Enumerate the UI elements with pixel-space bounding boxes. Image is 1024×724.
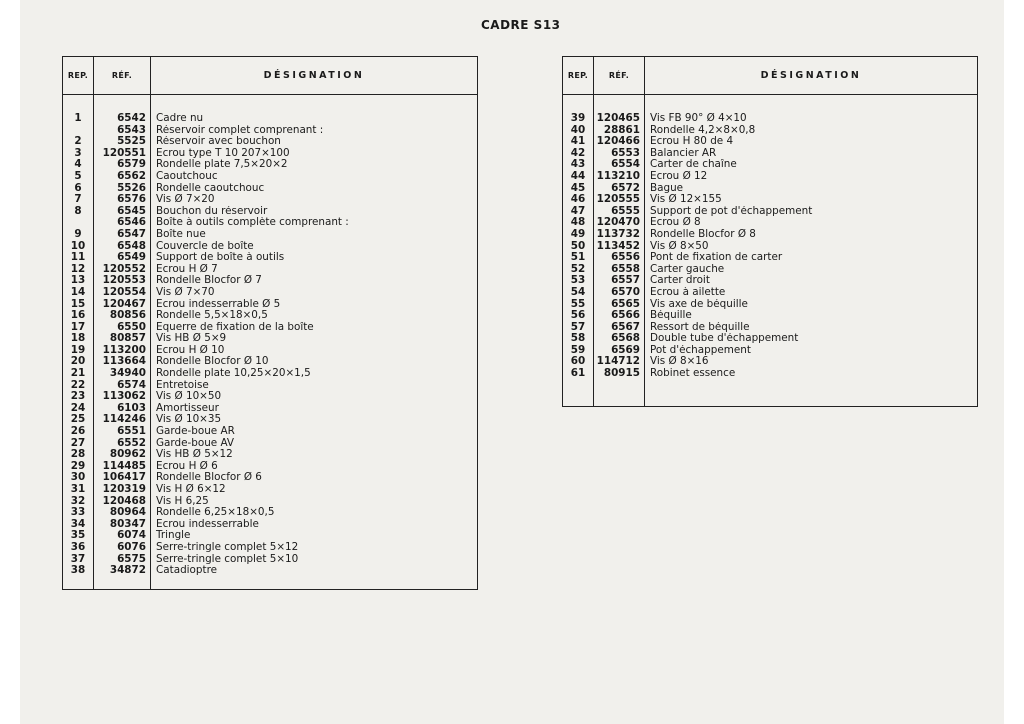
designation-cell: Pot d'échappement [650, 344, 751, 356]
designation-cell: Support de pot d'échappement [650, 205, 813, 217]
designation-cell: Support de boîte à outils [156, 252, 285, 264]
designation-cell: Rondelle Blocfor Ø 8 [650, 228, 756, 240]
rep-cell: 50 [563, 241, 594, 253]
ref-cell: 5526 [94, 183, 151, 195]
table-row [563, 310, 978, 322]
table-row [63, 507, 478, 519]
designation-cell: Béquille [650, 310, 692, 322]
table-row [563, 264, 978, 276]
table-row [63, 171, 478, 183]
designation-cell: Ecrou Ø 8 [650, 217, 701, 229]
table-row [63, 519, 478, 531]
table-row [63, 322, 478, 334]
ref-cell: 113210 [594, 171, 645, 183]
designation-cell: Garde-boue AV [156, 437, 235, 449]
designation-cell: Boîte nue [156, 228, 206, 240]
ref-cell: 80857 [94, 333, 151, 345]
table-row [563, 287, 978, 299]
ref-cell: 80856 [94, 310, 151, 322]
rep-cell: 18 [63, 333, 94, 345]
header-ref: RÉF. [94, 57, 151, 95]
ref-cell: 6570 [594, 287, 645, 299]
table-row [63, 345, 478, 357]
ref-cell: 34940 [94, 368, 151, 380]
rep-cell: 29 [63, 461, 94, 473]
table-row [63, 403, 478, 415]
designation-cell: Equerre de fixation de la boîte [156, 321, 314, 333]
table-row [63, 148, 478, 160]
designation-cell: Vis Ø 7×20 [156, 194, 215, 206]
table-row [63, 496, 478, 508]
designation-cell: Ressort de béquille [650, 321, 750, 333]
rep-cell [63, 217, 94, 229]
ref-cell: 6546 [94, 217, 151, 229]
designation-cell: Rondelle 6,25×18×0,5 [156, 507, 275, 519]
table-row [63, 287, 478, 299]
designation-cell: Réservoir complet comprenant : [156, 124, 324, 136]
rep-cell: 21 [63, 368, 94, 380]
designation-cell: Balancier AR [650, 147, 717, 159]
rep-cell: 55 [563, 299, 594, 311]
designation-cell: Vis Ø 8×16 [650, 356, 709, 368]
ref-cell: 6562 [94, 171, 151, 183]
ref-cell: 6548 [94, 241, 151, 253]
rep-cell: 33 [63, 507, 94, 519]
table-row [63, 264, 478, 276]
ref-cell: 6569 [594, 345, 645, 357]
ref-cell: 113664 [94, 356, 151, 368]
rep-cell: 22 [63, 380, 94, 392]
ref-cell: 6574 [94, 380, 151, 392]
ref-cell: 6558 [594, 264, 645, 276]
table-row [563, 194, 978, 206]
rep-cell: 44 [563, 171, 594, 183]
rep-cell: 59 [563, 345, 594, 357]
ref-cell: 6557 [594, 275, 645, 287]
rep-cell: 61 [563, 368, 594, 380]
rep-cell: 35 [63, 530, 94, 542]
designation-cell: Ecrou à ailette [650, 286, 726, 298]
designation-cell: Catadioptre [156, 565, 218, 577]
ref-cell: 6550 [94, 322, 151, 334]
ref-cell: 113062 [94, 391, 151, 403]
page-title: CADRE S13 [481, 18, 561, 32]
ref-cell: 114246 [94, 414, 151, 426]
rep-cell: 6 [63, 183, 94, 195]
table-row [563, 206, 978, 218]
rep-cell: 1 [63, 113, 94, 125]
designation-cell: Ecrou H Ø 7 [156, 263, 218, 275]
table-row [63, 206, 478, 218]
ref-cell: 6555 [594, 206, 645, 218]
designation-cell: Carter gauche [650, 263, 725, 275]
table-row [63, 113, 478, 125]
table-header-row [63, 57, 478, 95]
rep-cell: 58 [563, 333, 594, 345]
spacer-row [563, 380, 978, 407]
rep-cell: 38 [63, 565, 94, 577]
table-row [563, 356, 978, 368]
table-row [563, 125, 978, 137]
designation-cell: Vis H Ø 6×12 [156, 484, 226, 495]
rep-cell: 57 [563, 322, 594, 334]
table-row [63, 380, 478, 392]
parts-table-right [562, 56, 978, 407]
designation-cell: Amortisseur [156, 402, 219, 414]
header-ref: RÉF. [594, 57, 645, 95]
table-row [63, 310, 478, 322]
rep-cell: 31 [63, 484, 94, 496]
rep-cell: 32 [63, 496, 94, 508]
table-row [63, 426, 478, 438]
table-row [563, 368, 978, 380]
spacer-row [63, 95, 478, 114]
rep-cell: 17 [63, 322, 94, 334]
table-row [563, 275, 978, 287]
ref-cell: 120470 [594, 217, 645, 229]
table-row [63, 356, 478, 368]
ref-cell: 28861 [594, 125, 645, 137]
ref-cell: 6566 [594, 310, 645, 322]
designation-cell: Garde-boue AR [156, 426, 235, 438]
ref-cell: 34872 [94, 565, 151, 577]
table-row [563, 252, 978, 264]
table-row [563, 333, 978, 345]
ref-cell: 6547 [94, 229, 151, 241]
rep-cell: 45 [563, 183, 594, 195]
designation-cell: Ecrou type T 10 207×100 [156, 147, 290, 159]
designation-cell: Ecrou H 80 de 4 [650, 136, 734, 148]
designation-cell: Ecrou H Ø 10 [156, 344, 225, 356]
designation-cell: Rondelle caoutchouc [156, 182, 265, 194]
rep-cell: 9 [63, 229, 94, 241]
table-row [63, 159, 478, 171]
designation-cell: Ecrou Ø 12 [650, 170, 708, 182]
rep-cell: 48 [563, 217, 594, 229]
header-designation: DÉSIGNATION [151, 57, 478, 95]
designation-cell: Serre-tringle complet 5×12 [156, 541, 299, 553]
designation-cell: Ecrou indesserrable [156, 518, 259, 530]
rep-cell: 52 [563, 264, 594, 276]
rep-cell: 20 [63, 356, 94, 368]
table-row [563, 159, 978, 171]
rep-cell: 36 [63, 542, 94, 554]
designation-cell: Caoutchouc [156, 170, 218, 182]
designation-cell: Rondelle Blocfor Ø 7 [156, 275, 262, 287]
designation-cell: Rondelle Blocfor Ø 6 [156, 472, 262, 484]
header-rep: REP. [563, 57, 594, 95]
designation-cell: Rondelle plate 10,25×20×1,5 [156, 368, 311, 380]
designation-cell: Carter droit [650, 275, 710, 287]
ref-cell: 6074 [94, 530, 151, 542]
table-row [63, 461, 478, 473]
spacer-row [63, 577, 478, 590]
ref-cell: 6543 [94, 125, 151, 137]
designation-cell: Rondelle plate 7,5×20×2 [156, 159, 288, 171]
rep-cell: 3 [63, 148, 94, 160]
table-row [63, 484, 478, 496]
table-row [63, 530, 478, 542]
designation-cell: Bague [650, 182, 684, 194]
rep-cell: 19 [63, 345, 94, 357]
ref-cell: 114712 [594, 356, 645, 368]
rep-cell: 27 [63, 438, 94, 450]
ref-cell: 6103 [94, 403, 151, 415]
table-row [63, 194, 478, 206]
ref-cell: 6553 [594, 148, 645, 160]
ref-cell: 6549 [94, 252, 151, 264]
designation-cell: Vis Ø 7×70 [156, 286, 215, 298]
rep-cell: 30 [63, 472, 94, 484]
table-row [563, 113, 978, 125]
rep-cell: 12 [63, 264, 94, 276]
designation-cell: Cadre nu [156, 113, 204, 124]
designation-cell: Vis Ø 10×35 [156, 414, 222, 426]
ref-cell: 5525 [94, 136, 151, 148]
table-row [63, 414, 478, 426]
ref-cell: 113200 [94, 345, 151, 357]
designation-cell: Vis Ø 8×50 [650, 240, 709, 252]
rep-cell: 28 [63, 449, 94, 461]
ref-cell: 80962 [94, 449, 151, 461]
table-row [63, 391, 478, 403]
designation-cell: Entretoise [156, 379, 209, 391]
table-row [563, 299, 978, 311]
ref-cell: 80915 [594, 368, 645, 380]
rep-cell: 40 [563, 125, 594, 137]
rep-cell: 25 [63, 414, 94, 426]
ref-cell: 120554 [94, 287, 151, 299]
designation-cell: Rondelle 5,5×18×0,5 [156, 310, 268, 322]
designation-cell: Vis axe de béquille [650, 298, 748, 310]
table-row [63, 368, 478, 380]
ref-cell: 113732 [594, 229, 645, 241]
rep-cell [63, 125, 94, 137]
table-row [563, 217, 978, 229]
ref-cell: 80964 [94, 507, 151, 519]
rep-cell: 47 [563, 206, 594, 218]
table-row [63, 125, 478, 137]
ref-cell: 114485 [94, 461, 151, 473]
table-row [63, 275, 478, 287]
designation-cell: Vis Ø 10×50 [156, 391, 222, 403]
rep-cell: 14 [63, 287, 94, 299]
ref-cell: 6565 [594, 299, 645, 311]
rep-cell: 26 [63, 426, 94, 438]
table-row [63, 252, 478, 264]
rep-cell: 24 [63, 403, 94, 415]
table-row [563, 322, 978, 334]
designation-cell: Réservoir avec bouchon [156, 136, 281, 148]
ref-cell: 6542 [94, 113, 151, 125]
ref-cell: 120467 [94, 299, 151, 311]
designation-cell: Vis H 6,25 [156, 495, 209, 507]
ref-cell: 113452 [594, 241, 645, 253]
ref-cell: 6551 [94, 426, 151, 438]
designation-cell: Tringle [156, 530, 191, 542]
ref-cell: 6579 [94, 159, 151, 171]
table-row [563, 241, 978, 253]
table-row [563, 183, 978, 195]
table-row [63, 333, 478, 345]
ref-cell: 6076 [94, 542, 151, 554]
ref-cell: 6554 [594, 159, 645, 171]
table-row [63, 241, 478, 253]
header-designation: DÉSIGNATION [645, 57, 978, 95]
ref-cell: 6575 [94, 554, 151, 566]
table-row [63, 472, 478, 484]
ref-cell: 6567 [594, 322, 645, 334]
rep-cell: 41 [563, 136, 594, 148]
table-row [63, 542, 478, 554]
table-row [63, 565, 478, 577]
rep-cell: 49 [563, 229, 594, 241]
designation-cell: Serre-tringle complet 5×10 [156, 553, 299, 565]
rep-cell: 42 [563, 148, 594, 160]
rep-cell: 46 [563, 194, 594, 206]
table-row [63, 554, 478, 566]
rep-cell: 56 [563, 310, 594, 322]
ref-cell: 120465 [594, 113, 645, 125]
ref-cell: 6556 [594, 252, 645, 264]
rep-cell: 2 [63, 136, 94, 148]
rep-cell: 4 [63, 159, 94, 171]
designation-cell: Vis Ø 12×155 [650, 194, 722, 206]
table-row [63, 299, 478, 311]
designation-cell: Rondelle Blocfor Ø 10 [156, 356, 269, 368]
designation-cell: Boîte à outils complète comprenant : [156, 217, 349, 229]
rep-cell: 10 [63, 241, 94, 253]
rep-cell: 7 [63, 194, 94, 206]
table-row [563, 345, 978, 357]
ref-cell: 120552 [94, 264, 151, 276]
ref-cell: 120555 [594, 194, 645, 206]
header-rep: REP. [63, 57, 94, 95]
rep-cell: 13 [63, 275, 94, 287]
designation-cell: Double tube d'échappement [650, 333, 799, 345]
rep-cell: 51 [563, 252, 594, 264]
table-header-row [563, 57, 978, 95]
table-row [63, 183, 478, 195]
ref-cell: 120319 [94, 484, 151, 496]
table-row [63, 136, 478, 148]
rep-cell: 34 [63, 519, 94, 531]
parts-table-left [62, 56, 478, 590]
table-row [563, 148, 978, 160]
rep-cell: 23 [63, 391, 94, 403]
designation-cell: Ecrou indesserrable Ø 5 [156, 298, 281, 310]
rep-cell: 53 [563, 275, 594, 287]
ref-cell: 80347 [94, 519, 151, 531]
table-row [63, 438, 478, 450]
rep-cell: 11 [63, 252, 94, 264]
table-row [563, 229, 978, 241]
ref-cell: 6552 [94, 438, 151, 450]
designation-cell: Vis HB Ø 5×12 [156, 449, 233, 461]
designation-cell: Couvercle de boîte [156, 240, 254, 252]
rep-cell: 60 [563, 356, 594, 368]
ref-cell: 120466 [594, 136, 645, 148]
ref-cell: 120553 [94, 275, 151, 287]
ref-cell: 6545 [94, 206, 151, 218]
designation-cell: Vis HB Ø 5×9 [156, 333, 227, 345]
rep-cell: 54 [563, 287, 594, 299]
rep-cell: 8 [63, 206, 94, 218]
designation-cell: Vis FB 90° Ø 4×10 [650, 113, 747, 124]
table-row [563, 171, 978, 183]
designation-cell: Pont de fixation de carter [650, 252, 783, 264]
rep-cell: 5 [63, 171, 94, 183]
rep-cell: 16 [63, 310, 94, 322]
designation-cell: Carter de chaîne [650, 159, 737, 171]
designation-cell: Ecrou H Ø 6 [156, 460, 218, 472]
table-row [63, 449, 478, 461]
ref-cell: 6568 [594, 333, 645, 345]
spacer-row [563, 95, 978, 114]
rep-cell: 37 [63, 554, 94, 566]
designation-cell: Bouchon du réservoir [156, 205, 268, 217]
ref-cell: 120551 [94, 148, 151, 160]
table-row [563, 136, 978, 148]
table-row [63, 229, 478, 241]
ref-cell: 106417 [94, 472, 151, 484]
designation-cell: Rondelle 4,2×8×0,8 [650, 124, 756, 136]
rep-cell: 43 [563, 159, 594, 171]
rep-cell: 39 [563, 113, 594, 125]
ref-cell: 120468 [94, 496, 151, 508]
ref-cell: 6572 [594, 183, 645, 195]
rep-cell: 15 [63, 299, 94, 311]
ref-cell: 6576 [94, 194, 151, 206]
table-row [63, 217, 478, 229]
designation-cell: Robinet essence [650, 368, 736, 380]
